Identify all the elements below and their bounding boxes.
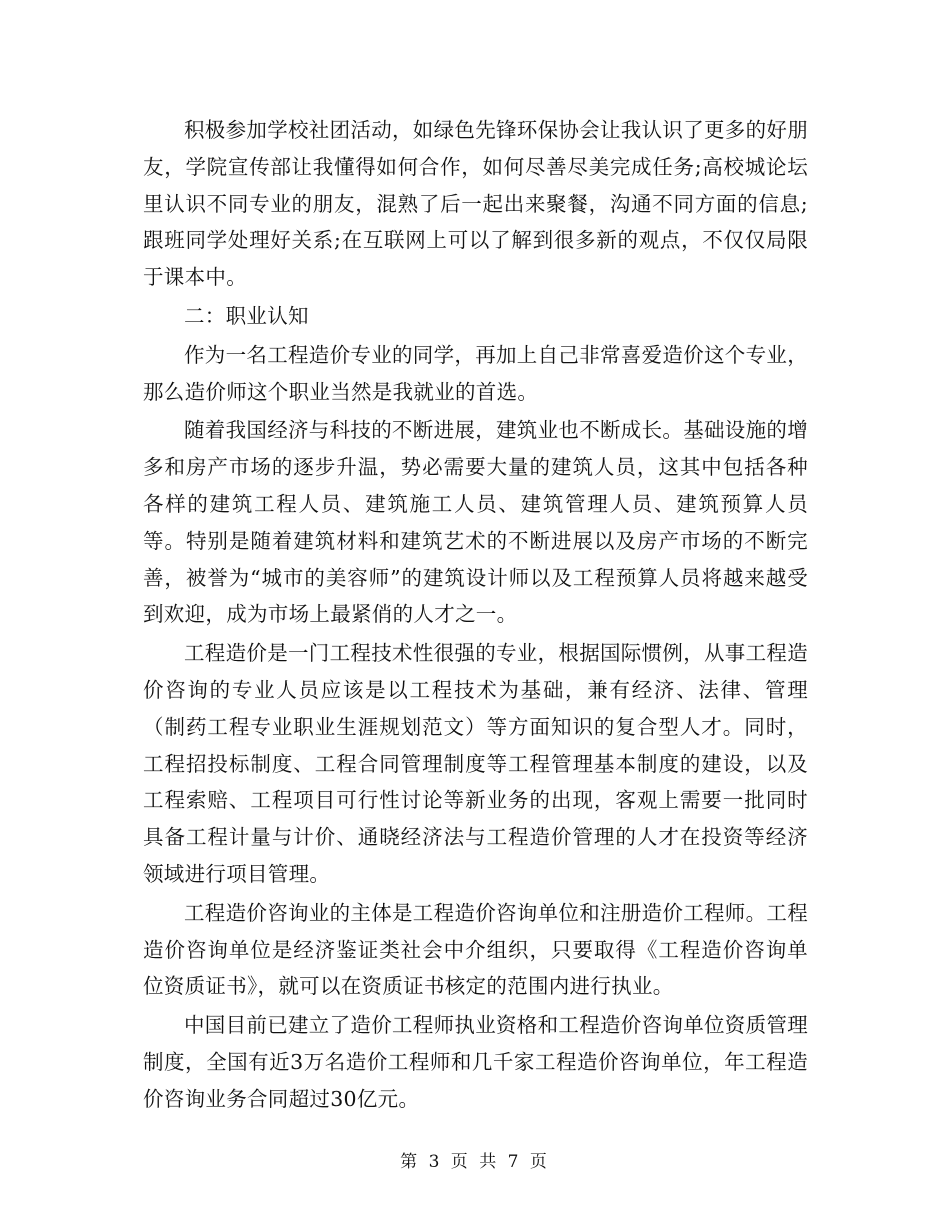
paragraph-construction-industry: 随着我国经济与科技的不断进展，建筑业也不断成长。基础设施的增多和房产市场的逐步升温，势必需要大量的建筑人员，这其中包括各种各样的建筑工程人员、建筑施工人员、建筑管理人员、建筑预算人员等。特别是随着建筑材料和建筑艺术的不断进展以及房产市场的不断完善，被誉为“城市的美容师”的建筑设计师以及工程预算人员将越来越受到欢迎，成为市场上最紧俏的人才之一。 <box>143 418 808 627</box>
paragraph-cost-engineering: 工程造价是一门工程技术性很强的专业，根据国际惯例，从事工程造价咨询的专业人员应该是以工程技术为基础，兼有经济、法律、管理（制药工程专业职业生涯规划范文）等方面知识的复合型人才。同时，工程招投标制度、工程合同管理制度等工程管理基本制度的建设，以及工程索赔、工程项目可行性讨论等新业务的出现，客观上需要一批同时具备工程计量与计价、通晓经济法与工程造价管理的人才在投资等经济领域进行项目管理。 <box>143 641 808 886</box>
page-number-footer: 第 3 页 共 7 页 <box>400 1152 550 1172</box>
paragraph-consulting-industry: 工程造价咨询业的主体是工程造价咨询单位和注册造价工程师。工程造价咨询单位是经济鉴证类社会中介组织，只要取得《工程造价咨询单位资质证书》，就可以在资质证书核定的范围内进行执业。 <box>143 900 808 999</box>
paragraph-career-choice: 作为一名工程造价专业的同学，再加上自己非常喜爱造价这个专业，那么造价师这个职业当然是我就业的首选。 <box>143 342 808 404</box>
paragraph-club-activities: 积极参加学校社团活动，如绿色先锋环保协会让我认识了更多的好朋友，学院宣传部让我懂得如何合作，如何尽善尽美完成任务;高校城论坛里认识不同专业的朋友，混熟了后一起出来聚餐，沟通不同方面的信息;跟班同学处理好关系;在互联网上可以了解到很多新的观点，不仅仅局限于课本中。 <box>143 118 808 290</box>
document-body <box>143 112 808 1120</box>
paragraph-china-status: 中国目前已建立了造价工程师执业资格和工程造价咨询单位资质管理制度，全国有近3万名造价工程师和几千家工程造价咨询单位，年工程造价咨询业务合同超过30亿元。 <box>143 1013 808 1111</box>
section-heading-career-cognition: 二：职业认知 <box>184 303 309 328</box>
